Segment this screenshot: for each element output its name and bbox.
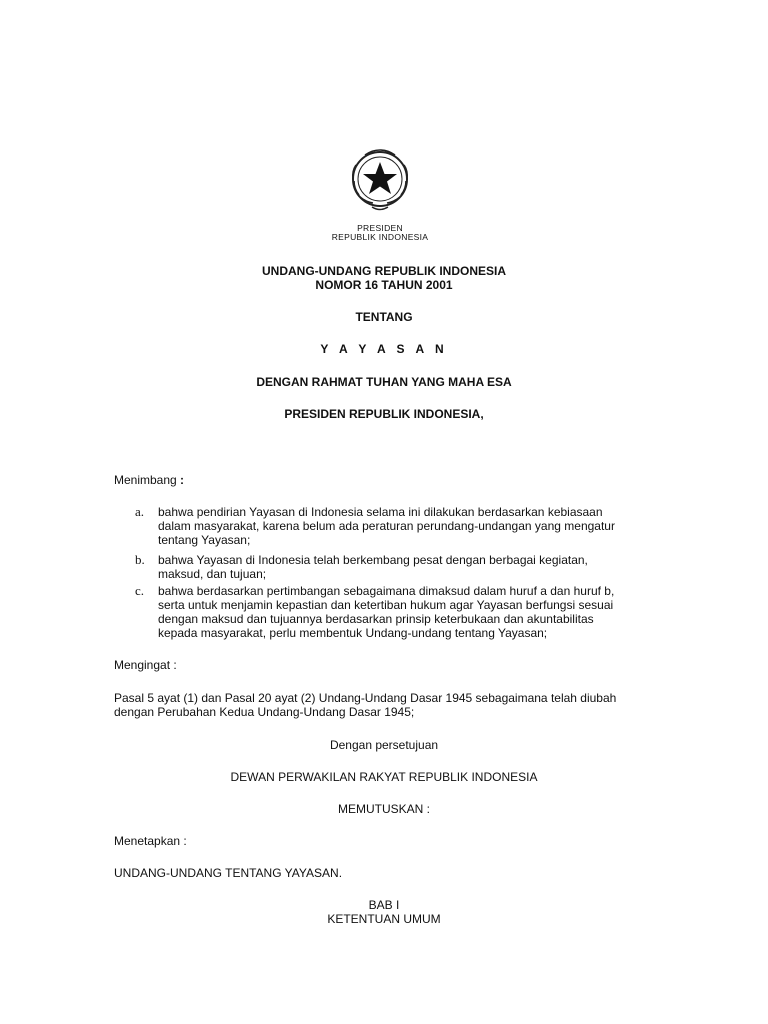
emblem-caption-line2: REPUBLIK INDONESIA: [331, 232, 429, 242]
bab-number: BAB I: [368, 898, 400, 912]
list-item-line: serta untuk menjamin kepastian dan ketertiban hukum agar Yayasan berfungsi sesuai: [158, 598, 614, 612]
dpr-heading: DEWAN PERWAKILAN RAKYAT REPUBLIK INDONESIA: [230, 770, 538, 784]
list-item-line: bahwa pendirian Yayasan di Indonesia selama ini dilakukan berdasarkan kebiasaan: [158, 505, 603, 519]
mengingat-line2: dengan Perubahan Kedua Undang-Undang Dasar 1945;: [114, 705, 415, 719]
menetapkan-value: UNDANG-UNDANG TENTANG YAYASAN.: [114, 866, 343, 880]
list-item-line: maksud, dan tujuan;: [158, 567, 267, 581]
mengingat-label: Mengingat :: [114, 658, 177, 672]
memutuskan-heading: MEMUTUSKAN :: [337, 802, 430, 816]
subject-heading: Y A Y A S A N: [320, 342, 448, 356]
law-title-line2: NOMOR 16 TAHUN 2001: [315, 278, 453, 292]
menetapkan-label: Menetapkan :: [114, 834, 187, 848]
menimbang-label: [114, 473, 184, 487]
mengingat-line1: Pasal 5 ayat (1) dan Pasal 20 ayat (2) Undang-Undang Dasar 1945 sebagaimana telah diubah: [114, 691, 617, 705]
list-item-line: kepada masyarakat, perlu membentuk Undang-undang tentang Yayasan;: [158, 626, 548, 640]
list-item-letter: b.: [135, 552, 145, 567]
list-item-line: tentang Yayasan;: [158, 533, 251, 547]
president-heading: PRESIDEN REPUBLIK INDONESIA,: [284, 407, 484, 421]
menimbang-colon: :: [180, 473, 185, 487]
garuda-star-emblem-icon: [320, 137, 440, 223]
invocation-heading: DENGAN RAHMAT TUHAN YANG MAHA ESA: [256, 375, 512, 389]
list-item-letter: c.: [135, 583, 145, 598]
menimbang-label-text: Menimbang: [114, 473, 177, 487]
list-item-line: dengan maksud dan tujuannya berdasarkan prinsip keterbukaan dan akuntabilitas: [158, 612, 594, 626]
law-title-line1: UNDANG-UNDANG REPUBLIK INDONESIA: [261, 264, 506, 278]
list-item-line: bahwa Yayasan di Indonesia telah berkembang pesat dengan berbagai kegiatan,: [158, 553, 588, 567]
bab-title: KETENTUAN UMUM: [327, 912, 441, 926]
presidential-emblem: [320, 137, 440, 245]
list-item-line: dalam masyarakat, karena belum ada peraturan perundang-undangan yang mengatur: [158, 519, 615, 533]
emblem-caption-line1: PRESIDEN: [357, 223, 403, 233]
list-item-letter: a.: [135, 504, 145, 519]
list-item-line: bahwa berdasarkan pertimbangan sebagaimana dimaksud dalam huruf a dan huruf b,: [158, 584, 615, 598]
tentang-heading: TENTANG: [355, 310, 413, 324]
persetujuan-intro: Dengan persetujuan: [329, 738, 439, 752]
